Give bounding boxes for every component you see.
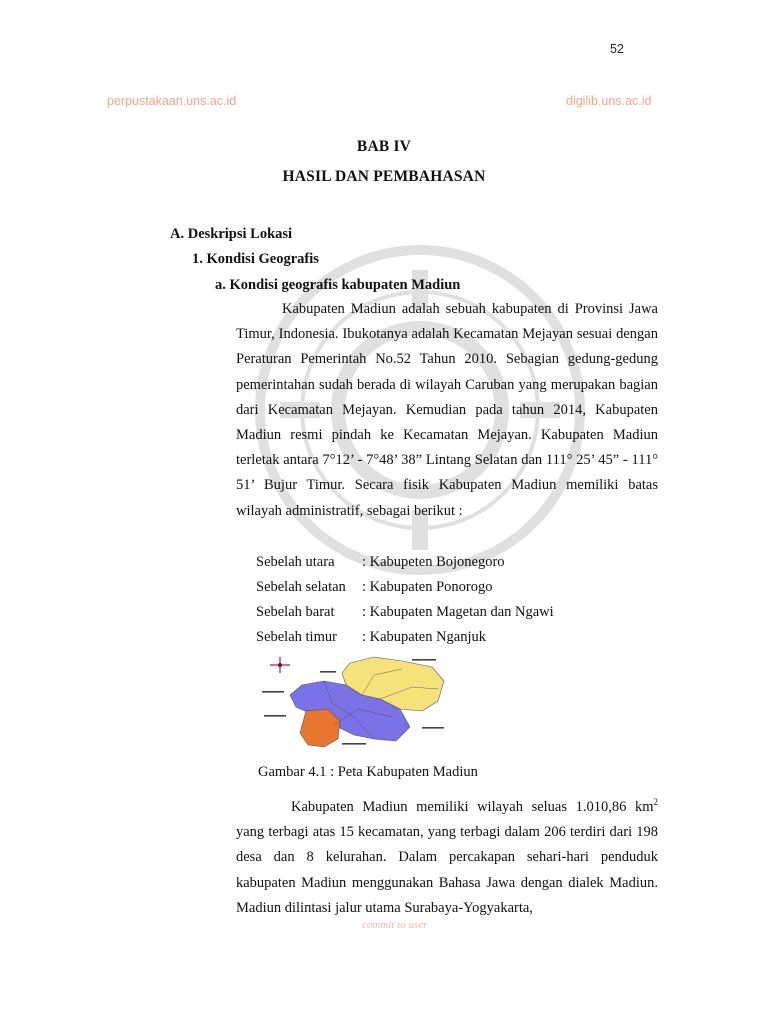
subsection-heading-kondisi-madiun: a. Kondisi geografis kabupaten Madiun [215,277,461,293]
subsection-heading-kondisi-geografis: 1. Kondisi Geografis [192,251,319,267]
figure-caption: Gambar 4.1 : Peta Kabupaten Madiun [258,764,478,780]
chapter-number: BAB IV [356,138,412,155]
paragraph-area-lead: Kabupaten Madiun memiliki wilayah seluas 1.010,86 km [291,799,654,815]
watermark-commit-to-user: commit to user [362,919,428,931]
paragraph-location [236,297,658,524]
border-row-east: Sebelah timur : Kabupaten Nganjuk [256,629,487,645]
watermark-digilib-url: digilib.uns.ac.id [566,94,652,108]
madiun-regency-map [262,655,450,749]
page-number: 52 [610,42,624,56]
superscript-squared: 2 [653,797,658,808]
chapter-title: HASIL DAN PEMBAHASAN [282,168,486,185]
border-row-west: Sebelah barat : Kabupaten Magetan dan Ngawi [256,604,554,620]
section-heading-deskripsi-lokasi: A. Deskripsi Lokasi [170,226,293,242]
border-row-south: Sebelah selatan : Kabupaten Ponorogo [256,579,493,595]
paragraph-location-text: Kabupaten Madiun adalah sebuah kabupaten di Provinsi Jawa Timur, Indonesia. Ibukotanya adalah Kecamatan Mejayan sesuai dengan Peraturan Pemerintah No.52 Tahun 2010. Sebagian gedung-gedung pemerintahan sudah berada di wilayah Caruban yang merupakan bagian dari Kecamatan Mejayan. Kemudian pada tahun 2014, Kabupaten Madiun resmi pindah ke Kecamatan Mejayan. Kabupaten Madiun terletak antara 7°12’ - 7°48’ 38” Lintang Selatan dan 111° 25’ 45” - 111° 51’ Bujur Timur. Secara fisik Kabupaten Madiun memiliki batas wilayah administratif, sebagai berikut : [236,301,658,519]
paragraph-area-rest: yang terbagi atas 15 kecamatan, yang terbagi dalam 206 terdiri dari 198 desa dan 8 kelurahan. Dalam percakapan sehari-hari penduduk kabupaten Madiun menggunakan Bahasa Jawa dengan dialek Madiun. Madiun dilintasi jalur utama Surabaya-Yogyakarta, [236,824,658,916]
watermark-library-url: perpustakaan.uns.ac.id [107,94,237,108]
compass-rose-icon [270,657,290,673]
map-region-south [300,709,340,747]
paragraph-area [236,795,658,921]
border-row-north: Sebelah utara : Kabupeten Bojonegoro [256,554,505,570]
